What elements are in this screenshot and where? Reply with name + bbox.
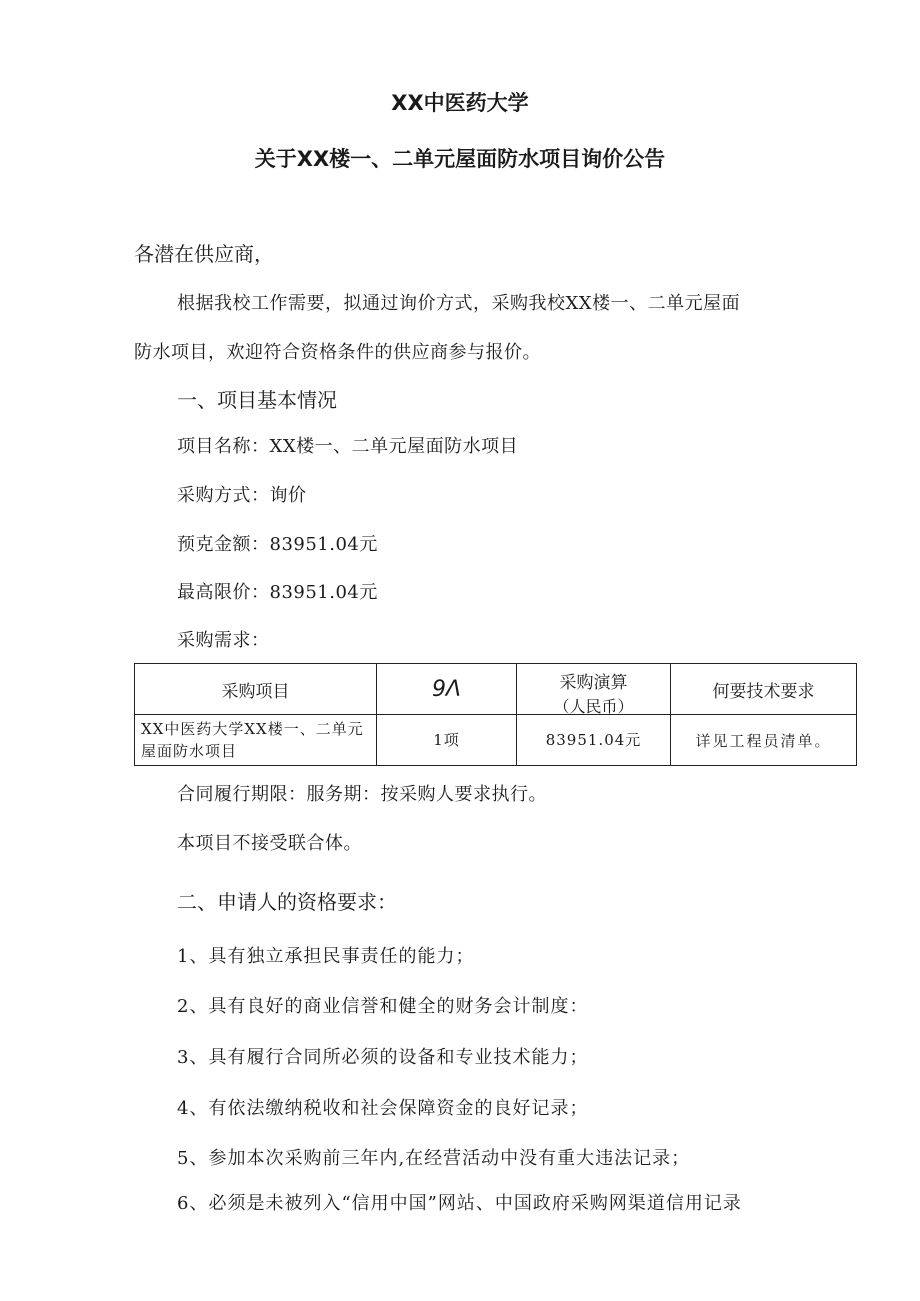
table-header-row — [135, 664, 856, 715]
requirement-item: 1、具有独立承担民事责任的能力； — [177, 946, 475, 967]
table-cell — [671, 715, 856, 765]
document-title: XX中医药大学 — [391, 91, 529, 115]
intro-line-1: 根据我校工作需要，拟通过询价方式，采购我校XX楼一、二单元屋面 — [177, 293, 741, 314]
table-header-cell — [135, 664, 377, 714]
row-requirement: 详见工程员清单。 — [695, 731, 832, 750]
table-row — [135, 715, 856, 765]
header-budget-sub: （人民币） — [553, 697, 634, 714]
requirement-item: 2、具有良好的商业信誉和健全的财务会计制度： — [177, 996, 589, 1017]
requirement-item: 6、必须是未被列入“信用中国”网站、中国政府采购网渠道信用记录 — [177, 1193, 742, 1214]
budget-amount: 预克金额：83951.04元 — [177, 534, 378, 555]
table-cell — [517, 715, 671, 765]
project-name: 项目名称：XX楼一、二单元屋面防水项目 — [177, 436, 519, 457]
row-qty: 1项 — [433, 731, 460, 749]
table-cell — [135, 715, 377, 765]
salutation: 各潜在供应商， — [134, 242, 274, 266]
demand-label: 采购需求： — [177, 630, 270, 651]
section2-heading: 二、申请人的资格要求： — [177, 890, 397, 914]
table-cell — [377, 715, 517, 765]
requirement-item: 3、具有履行合同所必须的设备和专业技术能力； — [177, 1047, 589, 1068]
header-budget-label: 采购演算 — [559, 673, 628, 693]
contract-period: 合同履行期限：服务期：按采购人要求执行。 — [177, 784, 547, 805]
requirement-item: 4、有依法缴纳税收和社会保障资金的良好记录； — [177, 1098, 589, 1119]
table-header-cell — [377, 664, 517, 714]
table-header-cell — [671, 664, 856, 714]
row-amount: 83951.04元 — [545, 731, 642, 749]
procurement-table — [134, 663, 857, 766]
procurement-method: 采购方式：询价 — [177, 485, 307, 506]
document-subtitle: 关于XX楼一、二单元屋面防水项目询价公告 — [254, 147, 666, 171]
header-requirement-label: 何要技术要求 — [712, 681, 815, 702]
intro-line-2: 防水项目，欢迎符合资格条件的供应商参与报价。 — [134, 342, 541, 363]
section1-heading: 一、项目基本情况 — [177, 388, 337, 412]
requirement-item: 5、参加本次采购前三年内,在经营活动中没有重大违法记录； — [177, 1148, 691, 1169]
header-item-label: 采购项目 — [221, 681, 290, 702]
header-qty-label: 9Λ — [431, 676, 462, 702]
row-item-name: XX中医药大学XX楼一、二单元屋面防水项目 — [141, 720, 364, 760]
consortium-note: 本项目不接受联合体。 — [177, 833, 362, 854]
max-price: 最高限价：83951.04元 — [177, 582, 378, 603]
table-header-cell — [517, 664, 671, 714]
